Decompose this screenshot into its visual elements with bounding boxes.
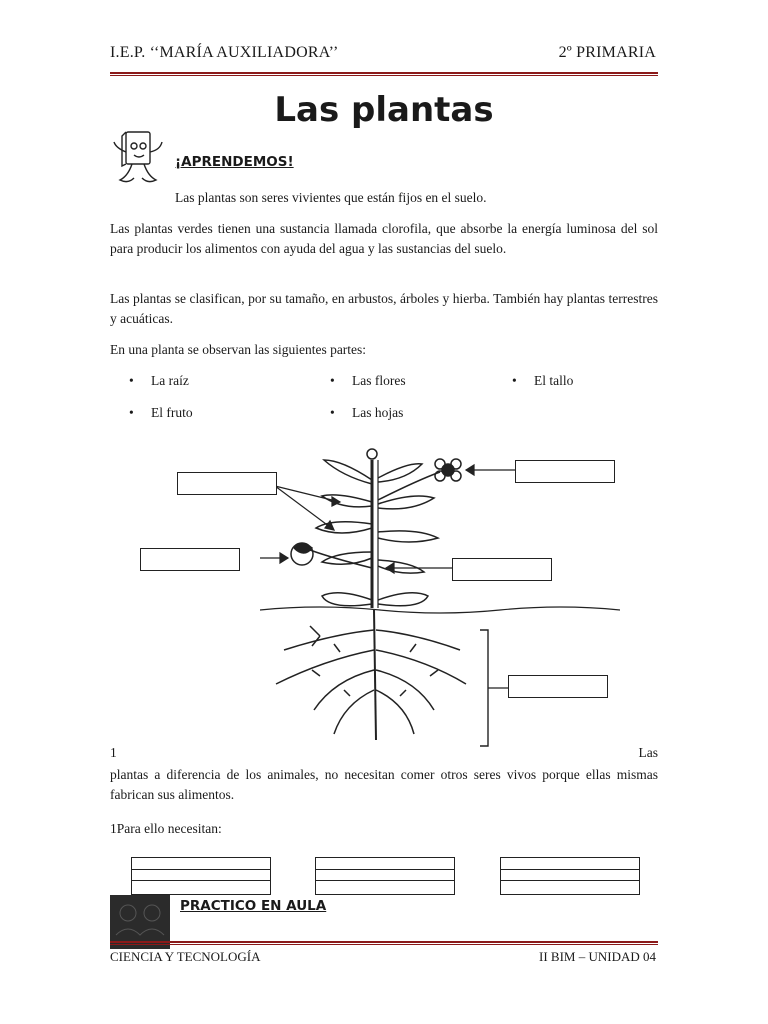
label-box-fruto[interactable] xyxy=(140,548,240,571)
answer-box-2[interactable] xyxy=(315,857,455,895)
header-rule xyxy=(110,72,658,74)
paragraph-5: plantas a diferencia de los animales, no necesitan comer otros seres vivos porque ellas mismas fabrican sus alimentos. xyxy=(110,767,658,802)
school-name: I.E.P. ‘‘MARÍA AUXILIADORA’’ xyxy=(110,44,339,61)
answer-line xyxy=(132,880,270,881)
section-aprendemos: ¡APRENDEMOS! xyxy=(175,154,294,170)
page-title: Las plantas xyxy=(274,90,494,130)
label-box-hojas[interactable] xyxy=(177,472,277,495)
footnote-number: 1 xyxy=(110,745,117,760)
part-item-fruto: • El fruto xyxy=(129,405,193,420)
bullet-icon: • xyxy=(512,373,517,388)
answer-line xyxy=(316,880,454,881)
answer-line xyxy=(316,869,454,870)
answer-box-1[interactable] xyxy=(131,857,271,895)
paragraph-2: Las plantas verdes tienen una sustancia llamada clorofila, que absorbe la energía luminosa del sol para producir los alimentos con ayuda del agua y las sustancias del suelo. xyxy=(110,221,658,256)
part-item-tallo: • El tallo xyxy=(512,373,574,388)
part-item-raiz: • La raíz xyxy=(129,373,189,388)
paragraph-3: Las plantas se clasifican, por su tamaño, en arbustos, árboles y hierba. También hay plantas terrestres y acuáticas. xyxy=(110,291,658,326)
answer-line xyxy=(501,880,639,881)
practico-label: PRACTICO EN AULA xyxy=(180,898,327,914)
text-las: Las xyxy=(638,745,658,760)
paragraph-4: En una planta se observan las siguientes partes: xyxy=(110,342,367,357)
bullet-icon: • xyxy=(330,373,335,388)
bullet-icon: • xyxy=(129,405,134,420)
footer-subject: CIENCIA Y TECNOLOGÍA xyxy=(110,949,261,964)
bullet-icon: • xyxy=(129,373,134,388)
book-mascot-icon xyxy=(108,126,168,192)
label-box-raiz[interactable] xyxy=(508,675,608,698)
header-rule-thin xyxy=(110,75,658,76)
paragraph-need: 1Para ello necesitan: xyxy=(110,821,222,836)
footer-rule-thin xyxy=(110,944,658,945)
answer-line xyxy=(132,869,270,870)
answer-box-3[interactable] xyxy=(500,857,640,895)
part-item-flores: • Las flores xyxy=(330,373,406,388)
footer-rule xyxy=(110,941,658,943)
part-item-hojas: • Las hojas xyxy=(330,405,404,420)
label-box-tallo[interactable] xyxy=(452,558,552,581)
grade-label: 2º PRIMARIA xyxy=(558,44,656,61)
label-box-flores[interactable] xyxy=(515,460,615,483)
plant-diagram xyxy=(260,440,620,752)
footer-unit: II BIM – UNIDAD 04 xyxy=(539,949,656,964)
bullet-icon: • xyxy=(330,405,335,420)
answer-line xyxy=(501,869,639,870)
paragraph-1: Las plantas son seres vivientes que están fijos en el suelo. xyxy=(175,190,487,205)
